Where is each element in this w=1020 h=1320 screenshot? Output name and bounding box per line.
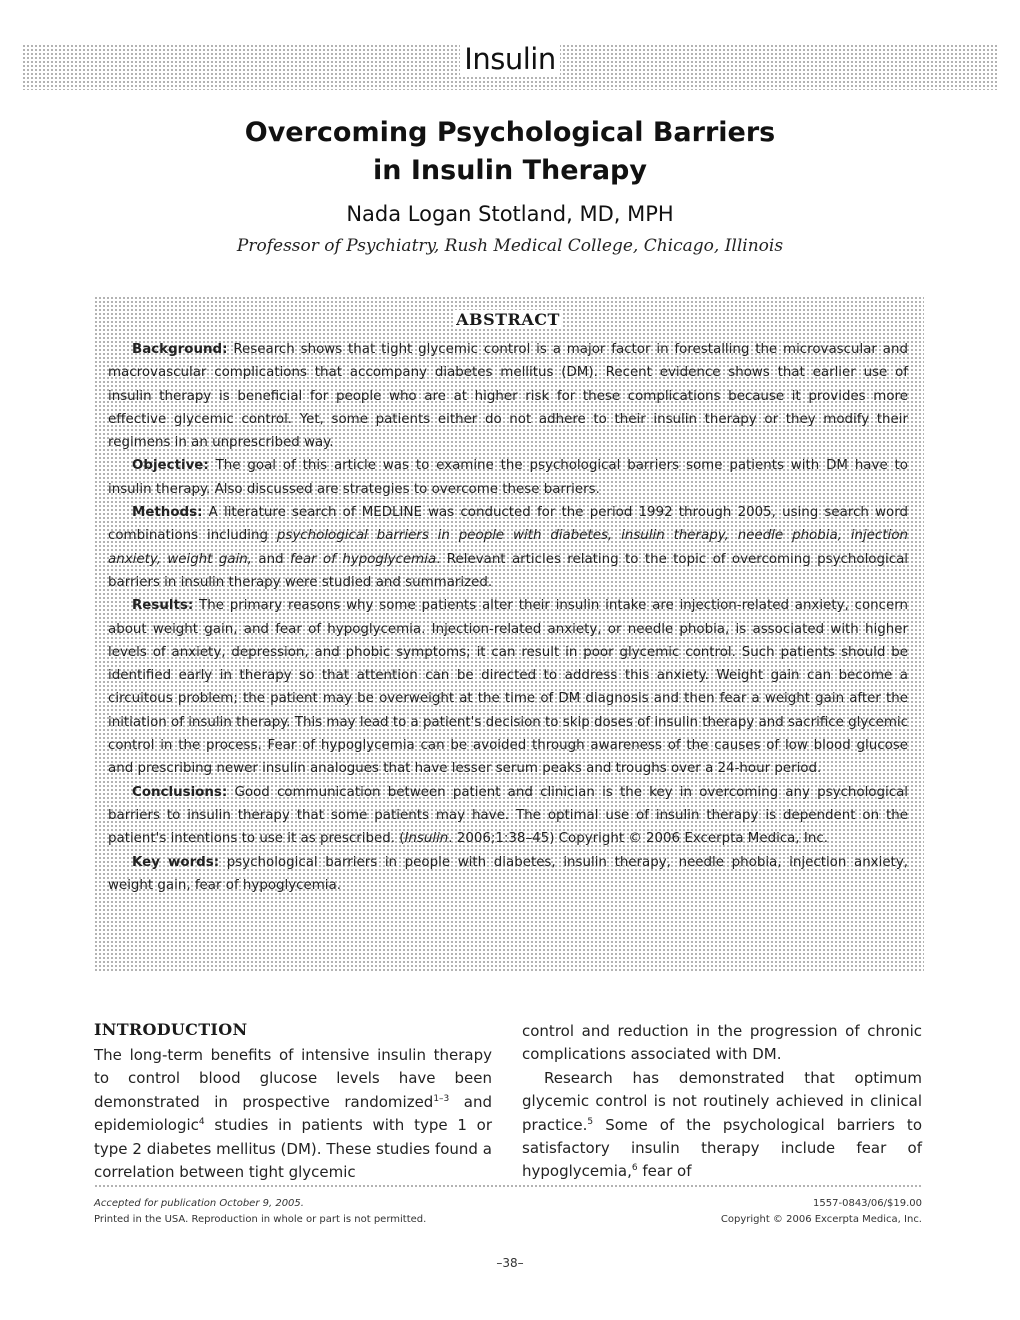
background-label: Background: bbox=[132, 342, 228, 357]
title-line-2: in Insulin Therapy bbox=[373, 155, 647, 186]
conclusions-text-2: . 2006;1:38–45) Copyright © 2006 Excerpta Medica, Inc. bbox=[448, 831, 828, 847]
results-text: The primary reasons why some patients alter their insulin intake are injection-related anxiety, concern about weight gain, and fear of hypoglycemia. Injection-related anxiety, or needle phobia, is associated with higher levels of anxiety, depression, and phobic symptoms; it can result in poor glycemic control. Such patients should be identified early in therapy so that attention can be directed to address this anxiety. Weight gain can become a circuitous problem; the patient may be overweight at the time of DM diagnosis and then fear a weight gain after the initiation of insulin therapy. This may lead to a patient's decision to skip doses of insulin therapy and sacrifice glycemic control in the process. Fear of hypoglycemia can be avoided through awareness of the causes of low blood glucose and prescribing newer insulin analogues that have lesser serum peaks and troughs over a 24-hour period. bbox=[108, 598, 908, 777]
body-column-left bbox=[94, 1044, 492, 1184]
conclusions-text-1: Good communication between patient and clinician is the key in overcoming any psychological barriers to insulin therapy that some patients may have. The optimal use of insulin therapy is dependent on the patient's intentions to use it as prescribed. ( bbox=[108, 784, 908, 847]
abstract-heading bbox=[108, 310, 908, 332]
intro-left-text-3: studies in patients with type 1 or type 2 diabetes mellitus (DM). These studies found a correlation between tight glycemic bbox=[94, 1116, 492, 1182]
methods-text-2: . Relevant articles relating to the topic of overcoming psychological barriers in insulin therapy were studied and summarized. bbox=[108, 551, 908, 590]
conclusions-journal: Insulin bbox=[404, 831, 449, 847]
intro-left-text-2: and epidemiologic bbox=[94, 1092, 492, 1135]
abstract-objective bbox=[108, 454, 908, 501]
abstract-keywords bbox=[108, 851, 908, 898]
methods-and: and bbox=[252, 551, 290, 567]
accepted-date: Accepted for publication October 9, 2005. bbox=[94, 1198, 304, 1209]
abstract-background bbox=[108, 338, 908, 454]
results-label: Results: bbox=[132, 598, 194, 614]
abstract-results bbox=[108, 594, 908, 780]
introduction-heading: INTRODUCTION bbox=[94, 1020, 248, 1039]
body-column-right bbox=[522, 1020, 922, 1184]
intro-left-text-1: The long-term benefits of intensive insulin therapy to control blood glucose levels have been demonstrated in prospective randomized bbox=[94, 1046, 492, 1111]
intro-right-text-2: Research has demonstrated that optimum glycemic control is not routinely achieved in clinical practice. bbox=[522, 1068, 922, 1134]
methods-label: Methods: bbox=[132, 505, 203, 521]
methods-text-1: A literature search of MEDLINE was conducted for the period 1992 through 2005, using search word combinations including bbox=[108, 505, 908, 544]
intro-paragraph-1-cont: control and reduction in the progression of chronic complications associated with DM. bbox=[522, 1022, 922, 1064]
keywords-label: Key words: bbox=[132, 854, 220, 870]
abstract-conclusions bbox=[108, 781, 908, 851]
citation-ref: 1–3 bbox=[433, 1093, 450, 1104]
copyright: Copyright © 2006 Excerpta Medica, Inc. bbox=[720, 1214, 922, 1225]
background-text: Research shows that tight glycemic control is a major factor in forestalling the microvascular and macrovascular complications that accompany diabetes mellitus (DM). Recent evidence shows that earlier use of insulin therapy is beneficial for people who are at higher risk for these complications because it provides more effective glycemic control. Yet, some patients either do not adhere to their insulin therapy or they modify their regimens in an unprescribed way. bbox=[108, 342, 908, 451]
author-affiliation: Professor of Psychiatry, Rush Medical College, Chicago, Illinois bbox=[236, 236, 784, 256]
objective-label: Objective: bbox=[132, 458, 209, 474]
issn: 1557-0843/06/$19.00 bbox=[813, 1198, 922, 1209]
footer-right bbox=[721, 1196, 922, 1228]
intro-right-text-4: fear of bbox=[637, 1162, 692, 1181]
citation-ref: 4 bbox=[198, 1117, 205, 1128]
citation-ref: 6 bbox=[631, 1163, 638, 1174]
methods-terms: psychological barriers in people with diabetes, insulin therapy, needle phobia, injection anxiety, weight gain, bbox=[108, 528, 908, 567]
objective-text: The goal of this article was to examine the psychological barriers some patients with DM have to insulin therapy. Also discussed are strategies to overcome these barriers. bbox=[108, 458, 908, 497]
title-line-1: Overcoming Psychological Barriers bbox=[244, 117, 776, 148]
footer-divider bbox=[94, 1184, 922, 1188]
methods-term-last: fear of hypoglycemia bbox=[290, 551, 437, 567]
page-number: –38– bbox=[496, 1256, 524, 1270]
journal-name-text: Insulin bbox=[460, 42, 559, 76]
journal-name bbox=[0, 42, 1020, 76]
conclusions-label: Conclusions: bbox=[132, 784, 228, 800]
abstract-methods bbox=[108, 501, 908, 594]
citation-ref: 5 bbox=[587, 1116, 594, 1127]
intro-right-text-3: Some of the psychological barriers to satisfactory insulin therapy include fear of hypoglycemia, bbox=[522, 1115, 922, 1181]
article-title bbox=[0, 114, 1020, 190]
author-name: Nada Logan Stotland, MD, MPH bbox=[346, 202, 674, 226]
abstract-heading-text: ABSTRACT bbox=[453, 310, 563, 329]
intro-paragraph-2 bbox=[522, 1067, 922, 1184]
footer-left bbox=[94, 1196, 426, 1228]
intro-paragraph-1 bbox=[94, 1044, 492, 1184]
abstract bbox=[108, 310, 908, 897]
keywords-text: psychological barriers in people with diabetes, insulin therapy, needle phobia, injection anxiety, weight gain, fear of hypoglycemia. bbox=[108, 854, 908, 893]
reproduction-notice: Printed in the USA. Reproduction in whole or part is not permitted. bbox=[94, 1214, 427, 1225]
